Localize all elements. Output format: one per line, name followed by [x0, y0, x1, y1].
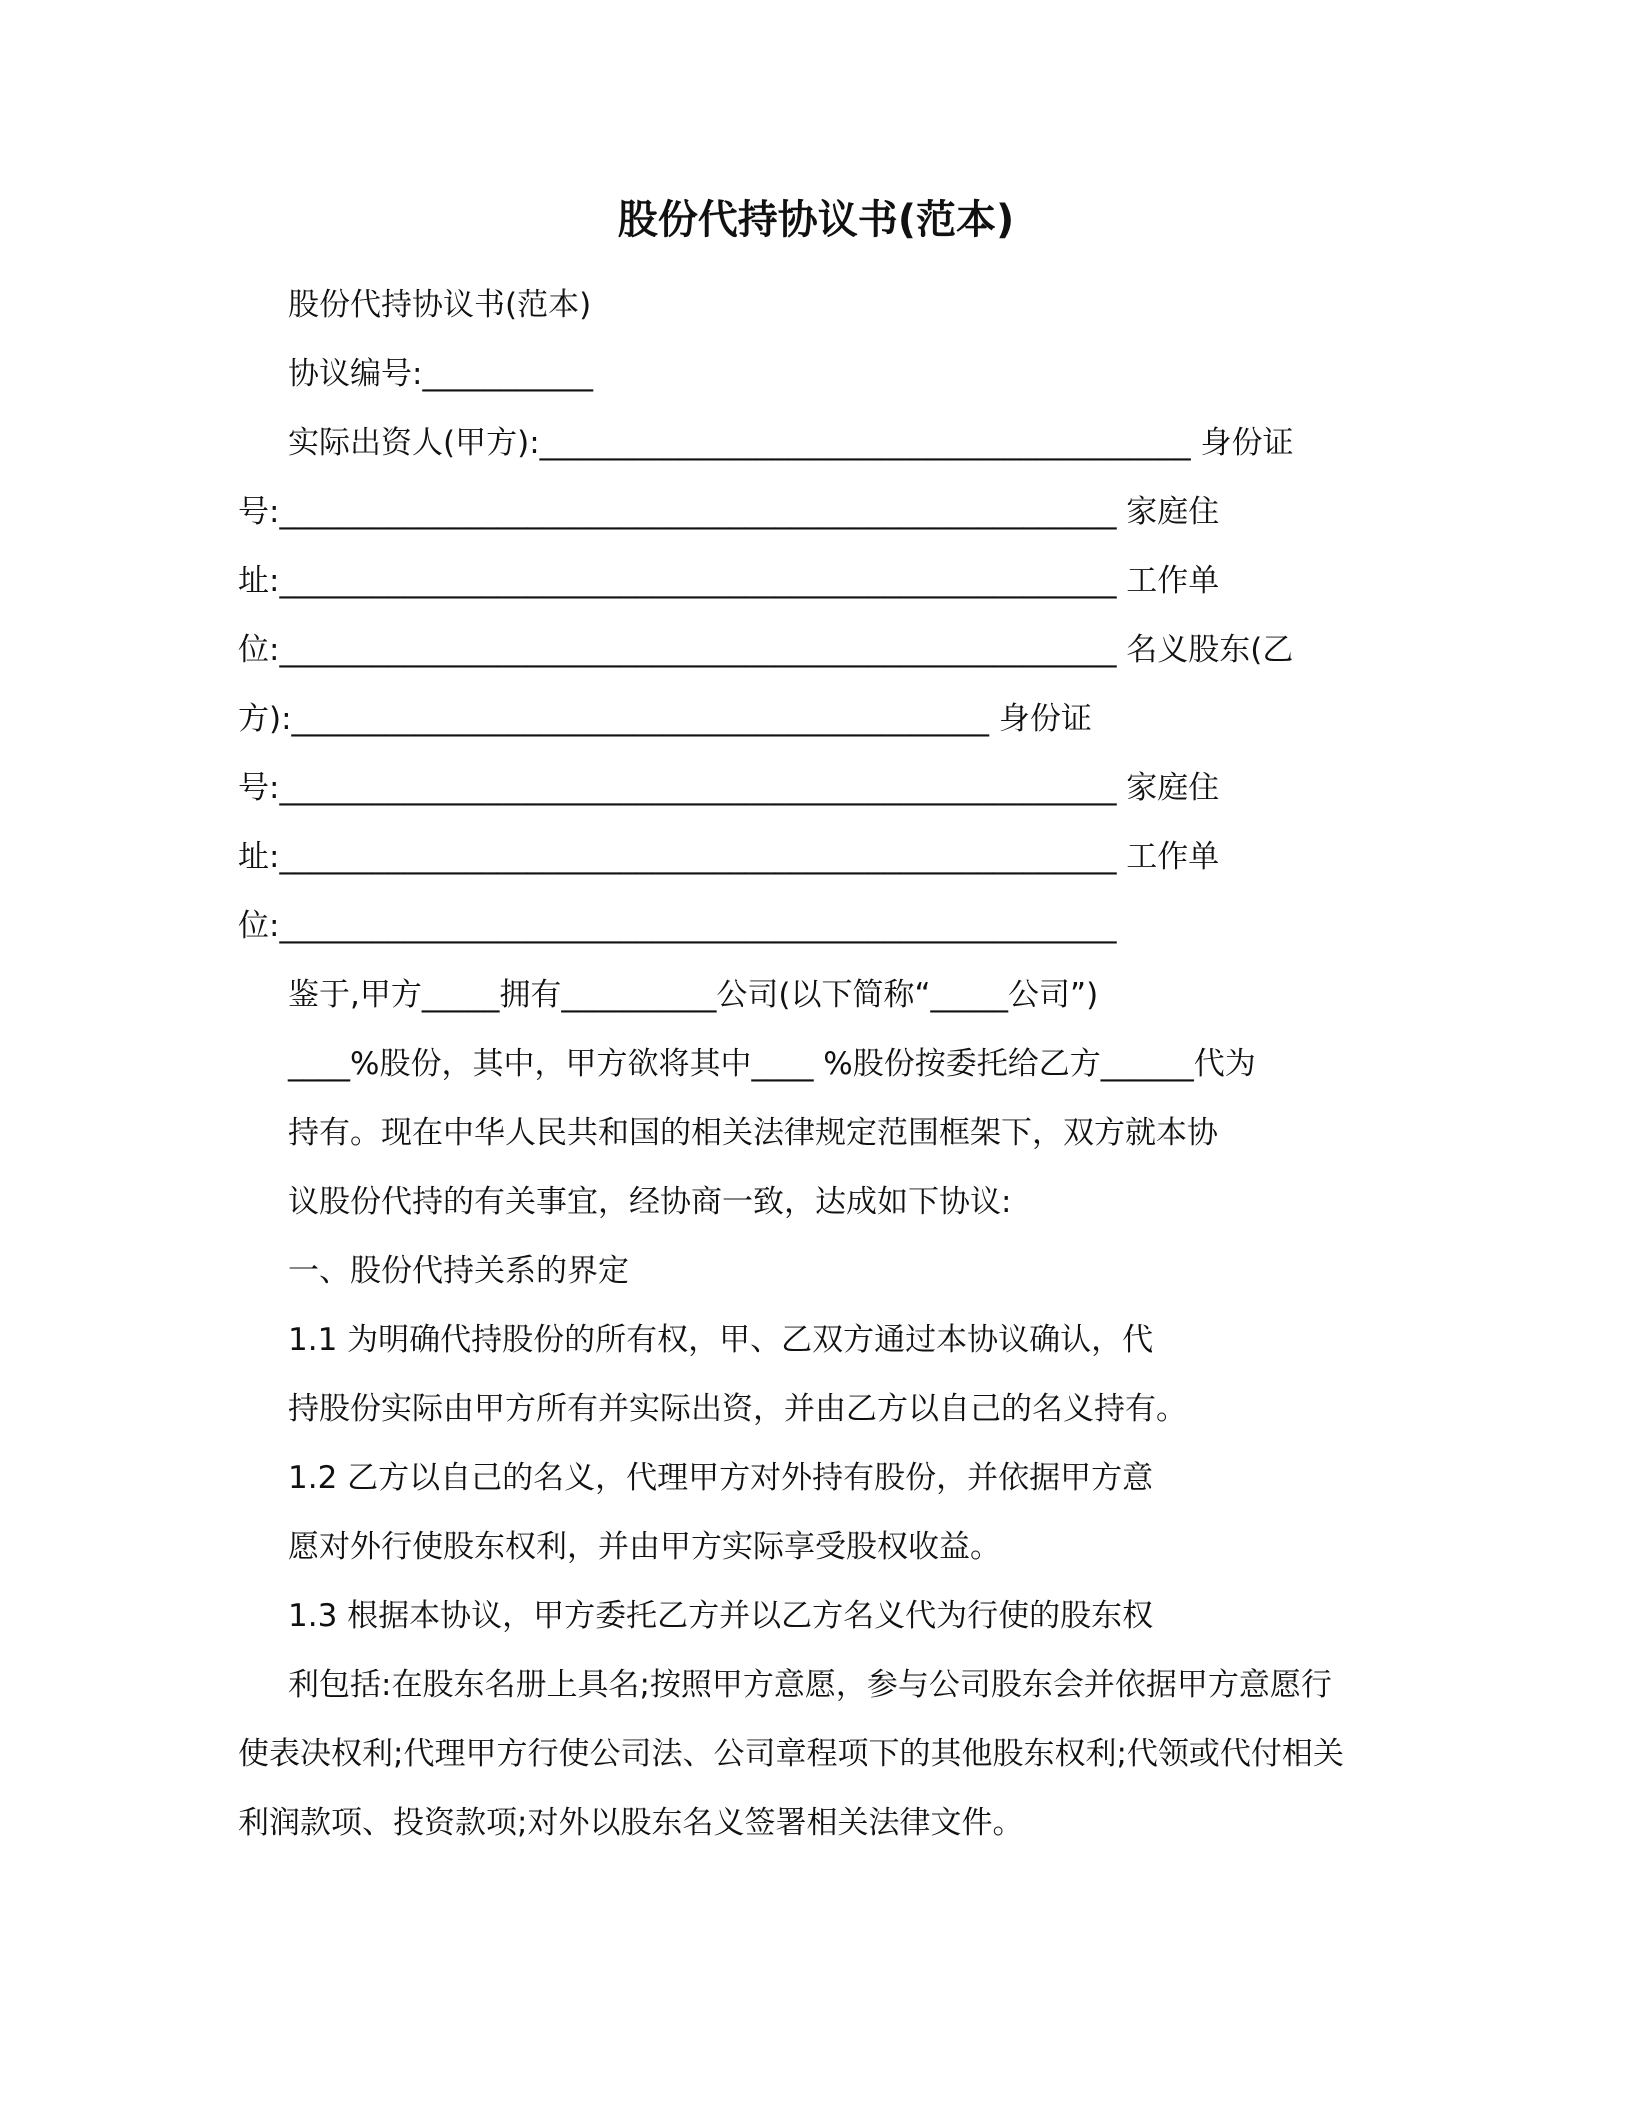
recital-line: 鉴于,甲方_____拥有__________公司(以下简称“_____公司”)	[288, 977, 1099, 1013]
recital-line: 议股份代持的有关事宜，经协商一致，达成如下协议:	[288, 1184, 1012, 1220]
subtitle-line: 股份代持协议书(范本)	[288, 287, 592, 323]
party-b-id-line: 号:______________________________________________________ 家庭住	[238, 770, 1220, 806]
party-a-address-line: 址:______________________________________________________ 工作单	[238, 563, 1220, 599]
clause-line: 使表决权利;代理甲方行使公司法、公司章程项下的其他股东权利;代领或代付相关	[238, 1736, 1344, 1772]
party-a-workplace-line: 位:______________________________________________________ 名义股东(乙	[238, 632, 1294, 668]
clause-line: 1.3 根据本协议，甲方委托乙方并以乙方名义代为行使的股东权	[288, 1598, 1154, 1634]
party-a-name-line: 实际出资人(甲方):__________________________________________ 身份证	[288, 425, 1294, 461]
document-title: 股份代持协议书(范本)	[617, 197, 1015, 243]
clause-line: 1.2 乙方以自己的名义，代理甲方对外持有股份，并依据甲方意	[288, 1460, 1154, 1496]
section-heading: 一、股份代持关系的界定	[288, 1253, 629, 1289]
recital-line: ____%股份，其中，甲方欲将其中____ %股份按委托给乙方______代为	[288, 1046, 1256, 1082]
party-b-name-line: 方):_____________________________________________ 身份证	[238, 701, 1092, 737]
clause-line: 持股份实际由甲方所有并实际出资，并由乙方以自己的名义持有。	[288, 1391, 1187, 1427]
party-b-address-line: 址:______________________________________________________ 工作单	[238, 839, 1220, 875]
agreement-number-line: 协议编号:___________	[288, 356, 593, 392]
clause-line: 愿对外行使股东权利，并由甲方实际享受股权收益。	[288, 1529, 1001, 1565]
recital-line: 持有。现在中华人民共和国的相关法律规定范围框架下，双方就本协	[288, 1115, 1218, 1151]
clause-line: 利包括:在股东名册上具名;按照甲方意愿，参与公司股东会并依据甲方意愿行	[288, 1667, 1332, 1703]
clause-line: 利润款项、投资款项;对外以股东名义签署相关法律文件。	[238, 1805, 1024, 1841]
party-b-workplace-line: 位:______________________________________________________	[238, 908, 1117, 944]
clause-line: 1.1 为明确代持股份的所有权，甲、乙双方通过本协议确认，代	[288, 1322, 1154, 1358]
party-a-id-line: 号:______________________________________________________ 家庭住	[238, 494, 1220, 530]
